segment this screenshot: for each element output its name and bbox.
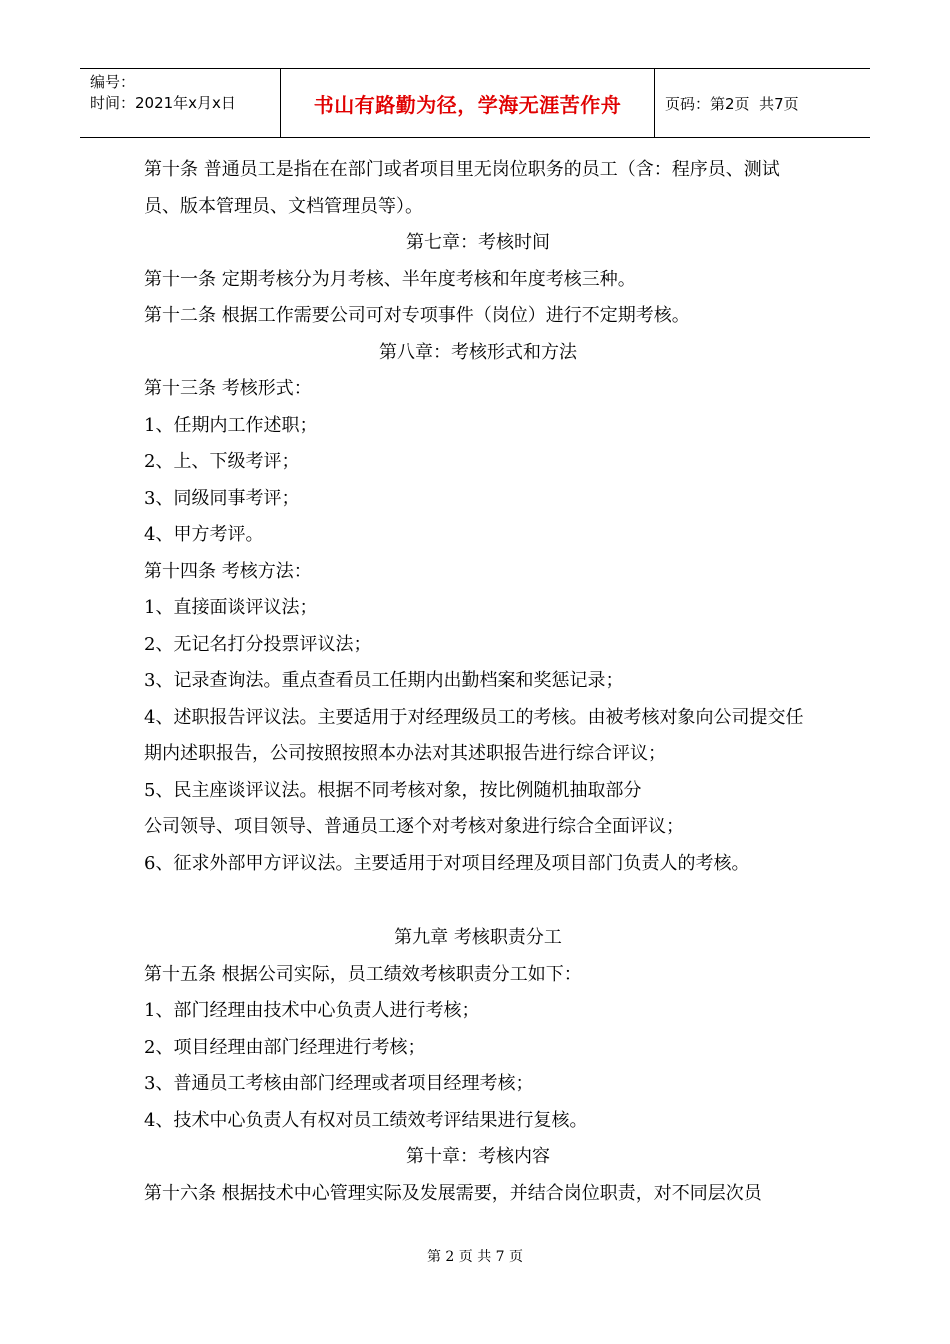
- chapter-7-heading: 第七章：考核时间: [406, 232, 550, 253]
- list-item: 3、同级同事考评；: [144, 487, 300, 509]
- list-item: 4、甲方考评。: [144, 524, 264, 545]
- list-item: 3、普通员工考核由部门经理或者项目经理考核；: [144, 1073, 534, 1094]
- document-body: [144, 152, 812, 1212]
- chapter-10-heading: 第十章：考核内容: [406, 1146, 550, 1167]
- page-footer: 第 2 页 共 7 页: [426, 1249, 524, 1265]
- article-16: 第十六条 根据技术中心管理实际及发展需要，并结合岗位职责，对不同层次员: [144, 1182, 762, 1204]
- article-10: 第十条 普通员工是指在在部门或者项目里无岗位职务的员工（含：程序员、测试员、版本管理员、文档管理员等）。: [144, 159, 780, 217]
- page-header: [80, 68, 870, 138]
- list-item: 2、无记名打分投票评议法；: [144, 633, 372, 655]
- list-item: 3、记录查询法。重点查看员工任期内出勤档案和奖惩记录；: [144, 670, 624, 691]
- article-11: 第十一条 定期考核分为月考核、半年度考核和年度考核三种。: [144, 268, 636, 290]
- list-item: 6、征求外部甲方评议法。主要适用于对项目经理及项目部门负责人的考核。: [144, 852, 750, 874]
- spacer: [144, 882, 812, 920]
- list-item: 2、项目经理由部门经理进行考核；: [144, 1036, 426, 1058]
- article-13: 第十三条 考核形式：: [144, 378, 312, 399]
- chapter-8-heading: 第八章：考核形式和方法: [379, 341, 577, 363]
- list-item: 1、直接面谈评议法；: [144, 597, 318, 618]
- document-date: 时间：2021年x月x日: [90, 94, 236, 112]
- chapter-9-heading: 第九章 考核职责分工: [394, 927, 562, 948]
- list-item: 1、任期内工作述职；: [144, 414, 318, 436]
- header-motto: 书山有路勤为径，学海无涯苦作舟: [281, 69, 655, 137]
- list-item: 4、述职报告评议法。主要适用于对经理级员工的考核。由被考核对象向公司提交任期内述职报告，公司按照按照本办法对其述职报告进行综合评议；: [144, 706, 804, 764]
- list-item-continuation: 公司领导、项目领导、普通员工逐个对考核对象进行综合全面评议；: [144, 816, 684, 837]
- list-item: 4、技术中心负责人有权对员工绩效考评结果进行复核。: [144, 1109, 588, 1131]
- article-15: 第十五条 根据公司实际，员工绩效考核职责分工如下：: [144, 963, 582, 985]
- document-number-label: 编号：: [90, 73, 136, 91]
- header-page-info: [655, 69, 870, 137]
- header-meta: [80, 69, 281, 137]
- article-14: 第十四条 考核方法：: [144, 560, 312, 582]
- article-12: 第十二条 根据工作需要公司可对专项事件（岗位）进行不定期考核。: [144, 305, 690, 326]
- page-info-text: 页码：第2页 共7页: [665, 94, 799, 113]
- list-item: 5、民主座谈评议法。根据不同考核对象，按比例随机抽取部分: [144, 779, 642, 801]
- list-item: 2、上、下级考评；: [144, 451, 300, 472]
- list-item: 1、部门经理由技术中心负责人进行考核；: [144, 1000, 480, 1021]
